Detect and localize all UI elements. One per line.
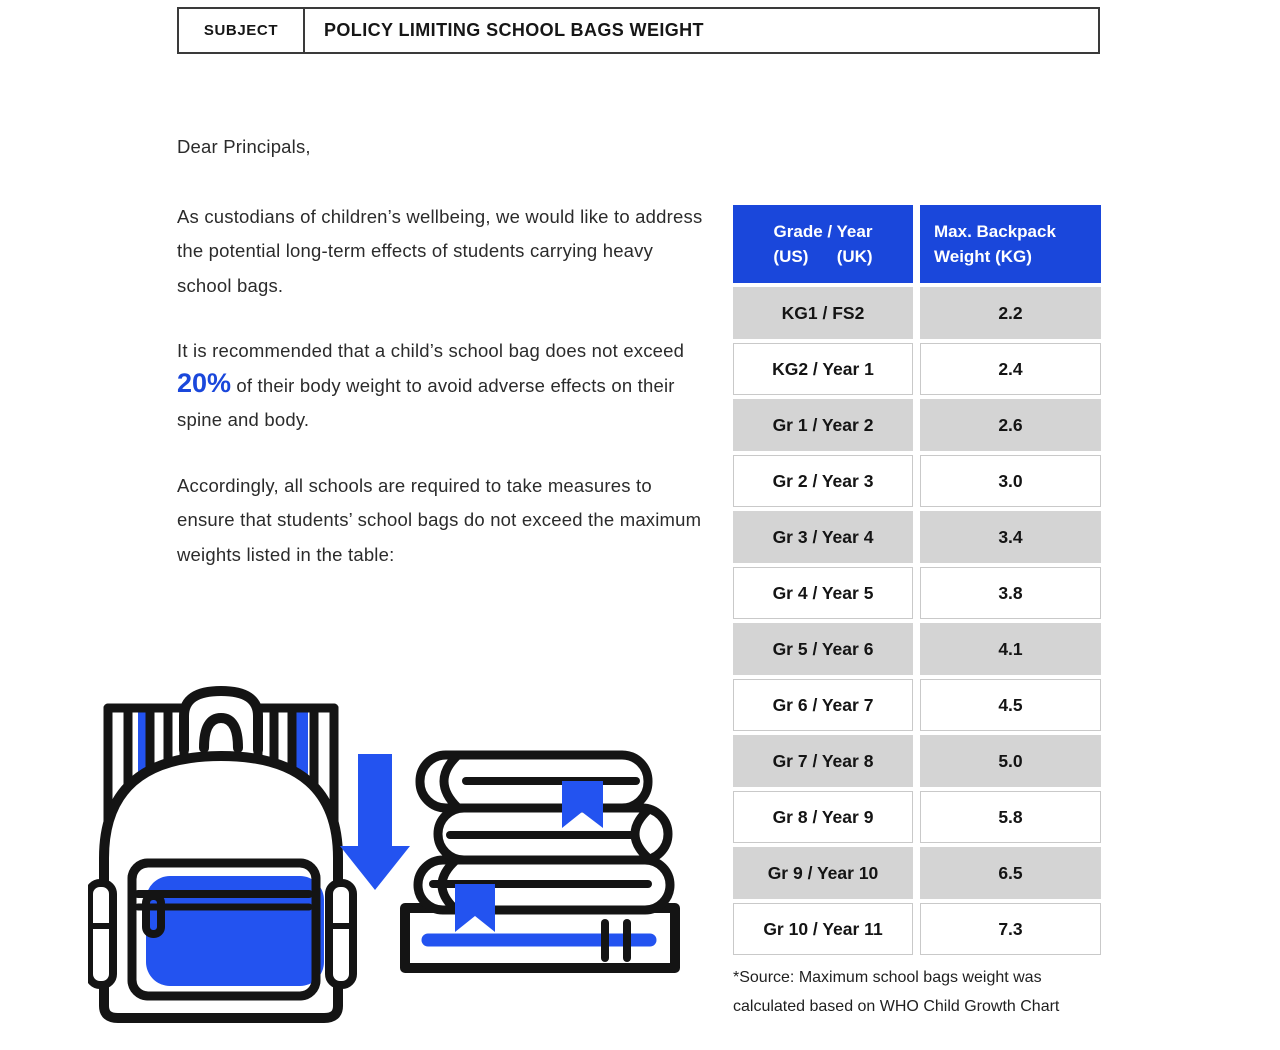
grade-cell: Gr 5 / Year 6 — [733, 623, 913, 675]
source-note-line2: calculated based on WHO Child Growth Chart — [733, 998, 1060, 1015]
weight-cell: 4.5 — [920, 679, 1101, 731]
book-stack-icon — [405, 755, 675, 968]
subject-header-bar — [177, 7, 1100, 54]
grade-cell: Gr 7 / Year 8 — [733, 735, 913, 787]
recommendation-text-before: It is recommended that a child’s school bag does not exceed — [177, 340, 685, 361]
backpack-weight-table — [733, 205, 1101, 955]
paragraph-requirement: Accordingly, all schools are required to take measures to ensure that students’ school bags do not exceed the maximum weights listed in the table: — [177, 474, 702, 565]
grade-cell: Gr 3 / Year 4 — [733, 511, 913, 563]
grade-cell: Gr 1 / Year 2 — [733, 399, 913, 451]
down-arrow-icon — [340, 754, 410, 890]
weight-cell: 3.4 — [920, 511, 1101, 563]
weight-cell: 4.1 — [920, 623, 1101, 675]
grade-cell: Gr 8 / Year 9 — [733, 791, 913, 843]
grade-cell: Gr 9 / Year 10 — [733, 847, 913, 899]
weight-cell: 5.0 — [920, 735, 1101, 787]
paragraph-recommendation — [177, 334, 704, 438]
paragraph-wellbeing: As custodians of children’s wellbeing, we would like to address the potential long-term effects of students carrying heavy school bags. — [177, 205, 703, 296]
weight-cell: 3.8 — [920, 567, 1101, 619]
grade-cell: Gr 4 / Year 5 — [733, 567, 913, 619]
grade-cell: KG2 / Year 1 — [733, 343, 913, 395]
source-note-line1: *Source: Maximum school bags weight was — [733, 969, 1042, 986]
source-note — [733, 963, 1133, 1021]
grade-cell: Gr 10 / Year 11 — [733, 903, 913, 955]
column-header-grade: Grade / Year (US) (UK) — [733, 205, 913, 283]
weight-cell: 5.8 — [920, 791, 1101, 843]
weight-cell: 2.6 — [920, 399, 1101, 451]
column-header-weight: Max. Backpack Weight (KG) — [920, 205, 1101, 283]
weight-cell: 7.3 — [920, 903, 1101, 955]
grade-cell: Gr 6 / Year 7 — [733, 679, 913, 731]
salutation: Dear Principals, — [177, 136, 311, 157]
weight-cell: 3.0 — [920, 455, 1101, 507]
page-title: POLICY LIMITING SCHOOL BAGS WEIGHT — [324, 20, 704, 40]
letter-body — [177, 130, 704, 603]
twenty-percent-highlight: 20% — [177, 367, 232, 398]
weight-cell: 6.5 — [920, 847, 1101, 899]
weight-cell: 2.4 — [920, 343, 1101, 395]
subject-label: SUBJECT — [179, 9, 305, 52]
grade-cell: KG1 / FS2 — [733, 287, 913, 339]
backpack-icon — [89, 691, 353, 1018]
weight-cell: 2.2 — [920, 287, 1101, 339]
school-bag-illustration — [88, 678, 688, 1030]
grade-cell: Gr 2 / Year 3 — [733, 455, 913, 507]
recommendation-text-after: of their body weight to avoid adverse effects on their spine and body. — [177, 374, 675, 430]
